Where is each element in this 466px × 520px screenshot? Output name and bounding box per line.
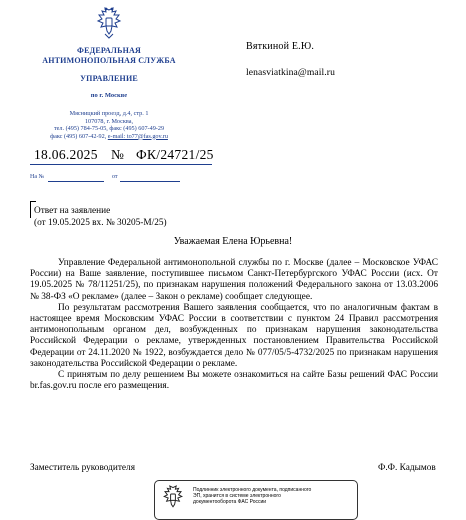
document-date: 18.06.2025 (34, 147, 98, 162)
document-number: ФК/24721/25 (136, 147, 214, 162)
subject-line1: Ответ на заявление (34, 206, 111, 216)
stamp-coat-of-arms-icon (161, 484, 185, 512)
stamp-text (193, 487, 355, 506)
electronic-signature-stamp (154, 480, 358, 520)
email-link[interactable]: e-mail: to77@fas.gov.ru (107, 132, 168, 140)
document-number-label: № (111, 147, 124, 162)
body-paragraph: Управление Федеральной антимонопольной службы по г. Москве (далее – Московское УФАС России) на Ваше заявление, поступившее письмом Санкт-Петербургского УФАС России (исх. От 19.05.2025 № 78/11251/25), по признакам нарушения положений Федерального закона от 13.03.2006 № 38-ФЗ «О рекламе» (далее – Закон о рекламе) сообщает следующее. (30, 258, 438, 302)
org-name-line1: ФЕДЕРАЛЬНАЯ (77, 46, 141, 55)
body-paragraph: С принятым по делу решением Вы можете ознакомиться на сайте Базы решений ФАС России br.fas.gov.ru после его размещения. (30, 370, 438, 392)
letter-body (30, 258, 438, 392)
document-number-underline (30, 164, 212, 165)
body-paragraph: По результатам рассмотрения Вашего заявления сообщается, что по аналогичным фактам в настоящее время Московским УФАС России в соответствии с пунктом 24 Правил рассмотрения антимонопольным органом дел, возбужденных по признакам нарушения законодательства Российской Федерации о рекламе, утвержденных постановлением Правительства Российской Федерации от 24.11.2020 № 1922, возбуждается дело № 077/05/5-4732/2025 по признакам нарушения законодательства Российской Федерации о рекламе. (30, 302, 438, 369)
salutation: Уважаемая Елена Юрьевна! (173, 236, 293, 247)
reference-number-label: На № (30, 174, 45, 180)
reference-from-label: от (112, 174, 118, 180)
subject-line2: (от 19.05.2025 вх. № 30205-М/25) (34, 218, 167, 228)
reference-number-line (48, 181, 104, 182)
fax-text: факс (495) 607-42-92, (50, 132, 108, 140)
reference-date-line (120, 181, 180, 182)
stamp-line1: Подлинник электронного документа, подписанного (193, 487, 312, 493)
recipient-name: Вяткиной Е.Ю. (246, 41, 315, 52)
address-line4 (30, 133, 188, 141)
stamp-line2: ЭП, хранится в системе электронного (193, 493, 281, 500)
org-name-line2: АНТИМОНОПОЛЬНАЯ СЛУЖБА (42, 56, 176, 65)
department-label: УПРАВЛЕНИЕ (80, 74, 138, 83)
address-line1: Мясницкий проезд, д.4, стр. 1 (69, 110, 149, 117)
city-label: по г. Москве (90, 92, 128, 99)
stamp-line3: документооборота ФАС России (193, 499, 267, 506)
coat-of-arms-icon (94, 6, 124, 40)
recipient-email: lenasviatkina@mail.ru (246, 67, 335, 78)
signer-name: Ф.Ф. Кадымов (378, 463, 436, 473)
address-line2: 107078, г. Москва, (84, 117, 134, 125)
address-line3: тел. (495) 784-75-05, факс (495) 607-49-29 (53, 125, 165, 132)
signer-title: Заместитель руководителя (30, 463, 135, 473)
